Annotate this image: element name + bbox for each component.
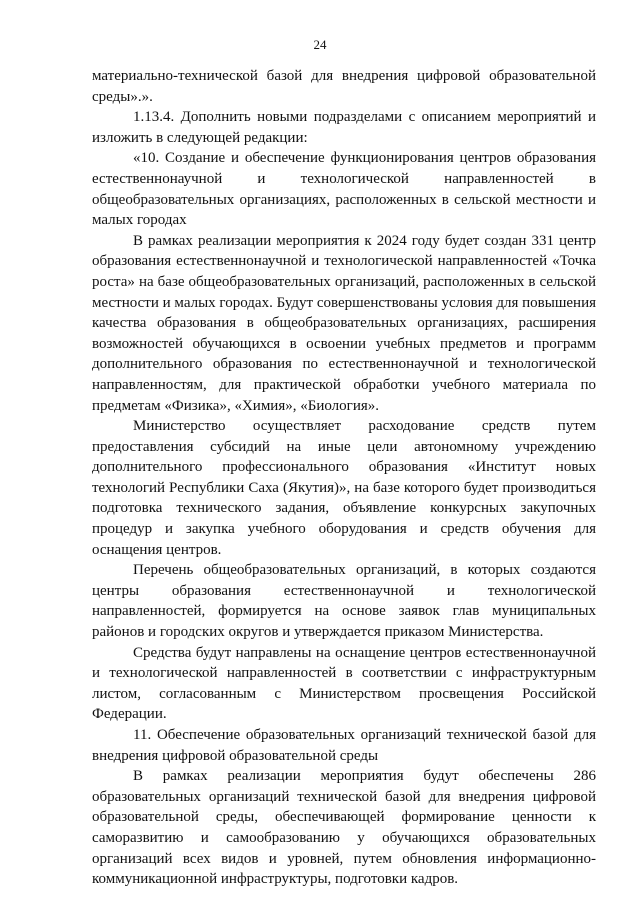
subsection-10-title: «10. Создание и обеспечение функционирования центров образования естественнонаучной и технологической направленностей в общеобразовательных организациях, расположенных в сельской местности и малых городах xyxy=(92,150,596,229)
document-body xyxy=(92,66,596,890)
paragraph-1-13-4: 1.13.4. Дополнить новыми подразделами с описанием мероприятий и изложить в следующей редакции: xyxy=(92,109,596,146)
paragraph-centers-creation: В рамках реализации мероприятия к 2024 году будет создан 331 центр образования естественнонаучной и технологической направленностей «Точка роста» на базе общеобразовательных организаций, расположенных в сельской местности и малых городах. Будут совершенствованы условия для повышения качества образования в общеобразовательных организациях, расширения возможностей обучающихся в освоении учебных предметов и программ дополнительного образования по естественнонаучной и технологической направленностям, для практической обработки учебного материала по предметам «Физика», «Химия», «Биология». xyxy=(92,232,596,414)
paragraph-organizations-list: Перечень общеобразовательных организаций, в которых создаются центры образования естественнонаучной и технологической направленностей, формируется на основе заявок глав муниципальных районов и городских округов и утверждается приказом Министерства. xyxy=(92,562,596,641)
page-number: 24 xyxy=(313,37,327,52)
subsection-11-title: 11. Обеспечение образовательных организаций технической базой для внедрения цифровой образовательной среды xyxy=(92,727,596,764)
paragraph-ministry-spending: Министерство осуществляет расходование средств путем предоставления субсидий на иные цели автономному учреждению дополнительного профессионального образования «Институт новых технологий Республики Саха (Якутия)», на базе которого будет производиться подготовка технического задания, объявление конкурсных закупочных процедур и закупка учебного оборудования и средств обучения для оснащения центров. xyxy=(92,418,596,558)
paragraph-continuation: материально-технической базой для внедрения цифровой образовательной среды».». xyxy=(92,68,596,105)
paragraph-funds-direction: Средства будут направлены на оснащение центров естественнонаучной и технологической направленностей в соответствии с инфраструктурным листом, согласованным с Министерством просвещения Российской Федерации. xyxy=(92,644,596,723)
paragraph-technical-base: В рамках реализации мероприятия будут обеспечены 286 образовательных организаций технической базой для внедрения цифровой образовательной среды, обеспечивающей формирование ценности к саморазвитию и самообразованию у обучающихся образовательных организаций всех видов и уровней, путем обновления информационно-коммуникационной инфраструктуры, подготовки кадров. xyxy=(92,768,596,888)
